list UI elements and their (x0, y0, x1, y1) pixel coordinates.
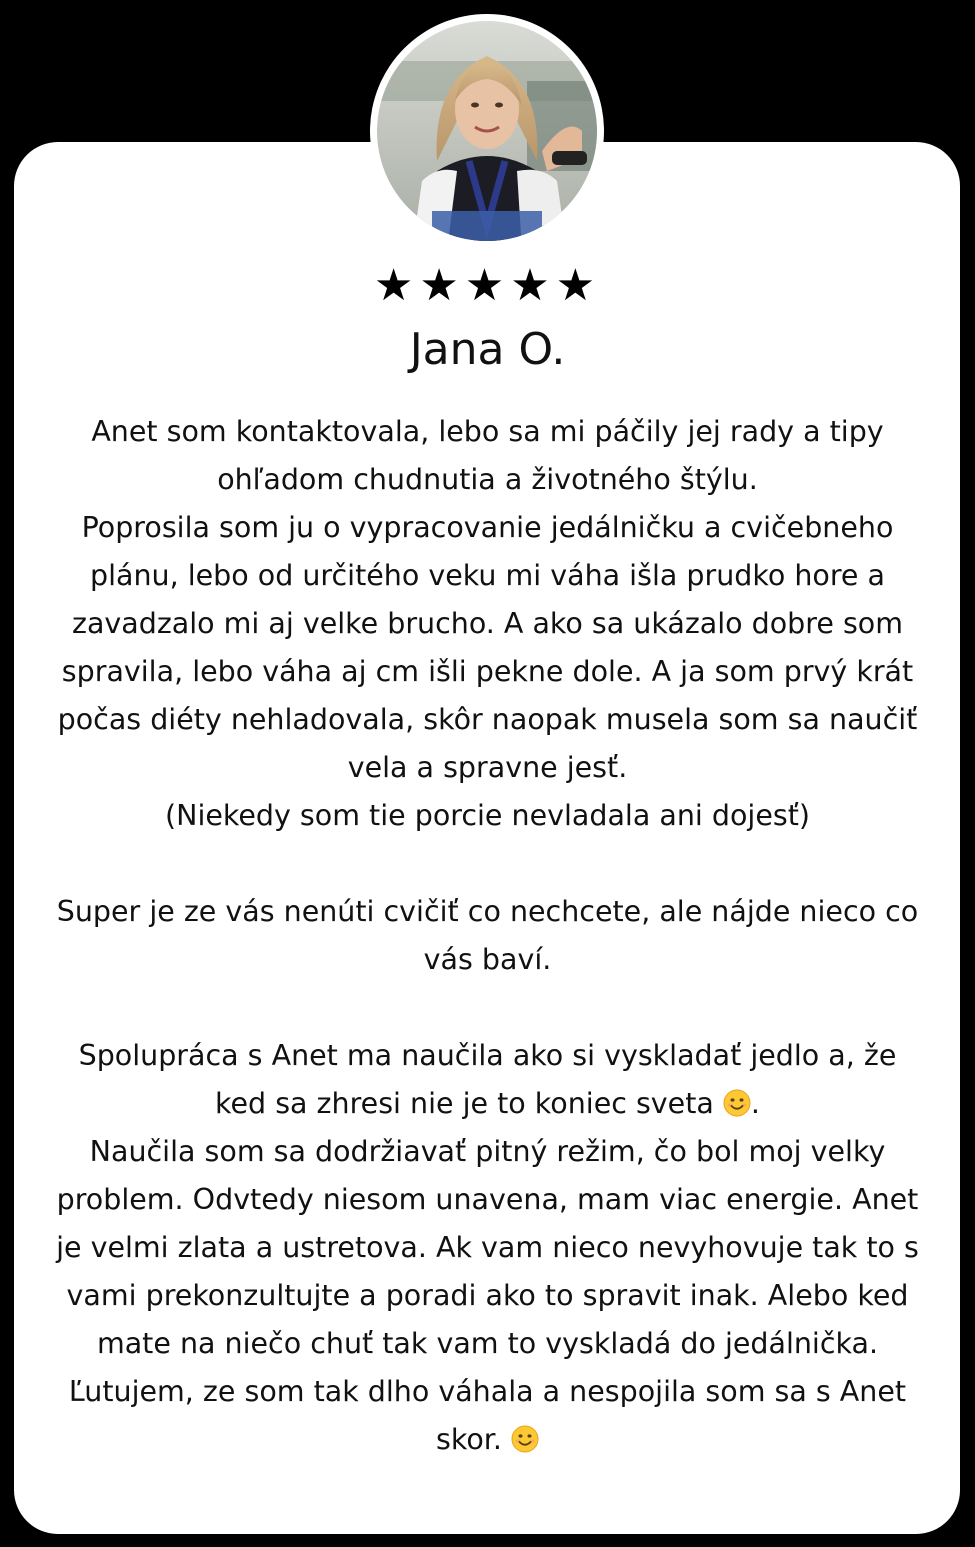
paragraph-spacer (50, 840, 925, 888)
review-sentence: Spolupráca s Anet ma naučila ako si vyskladať jedlo a, že ked sa zhresi nie je to koniec sveta (78, 1039, 897, 1120)
review-sentence: Ľutujem, ze som tak dlho váhala a nespojila som sa s Anet skor. (68, 1375, 907, 1456)
paragraph-spacer (50, 984, 925, 1032)
review-paragraph (50, 1032, 925, 1128)
reviewer-name: Jana O. (409, 324, 566, 375)
review-paragraph: Super je ze vás nenúti cvičiť co nechcete, ale nájde nieco co vás baví. (56, 895, 919, 976)
review-paragraph (50, 1368, 925, 1464)
avatar (370, 14, 604, 248)
review-paragraph: Naučila som sa dodržiavať pitný režim, čo bol moj velky problem. Odvtedy niesom unavena, mam viac energie. Anet je velmi zlata a ustretova. Ak vam nieco nevyhovuje tak to s vami prekonzultujte a poradi ako to spravit inak. Alebo ked mate na niečo chuť tak vam to vyskladá do jedálnička. (56, 1135, 919, 1360)
star-rating: ★★★★★ (373, 260, 602, 311)
review-text (50, 408, 925, 1464)
review-paragraph: Anet som kontaktovala, lebo sa mi páčily jej rady a tipy ohľadom chudnutia a životného štýlu. (91, 415, 884, 496)
review-sentence-end: . (750, 1087, 760, 1120)
review-paragraph: Poprosila som ju o vypracovanie jedálničku a cvičebneho plánu, lebo od určitého veku mi váha išla prudko hore a zavadzalo mi aj velke brucho. A ako sa ukázalo dobre som spravila, lebo váha aj cm išli pekne dole. A ja som prvý krát počas diéty nehladovala, skôr naopak musela som sa naučiť vela a spravne jesť. (57, 511, 918, 784)
reviewer-photo (377, 21, 597, 241)
smiling-face-emoji-icon (511, 1420, 539, 1448)
smiling-face-emoji-icon (723, 1084, 751, 1112)
review-paragraph: (Niekedy som tie porcie nevladala ani dojesť) (165, 799, 810, 832)
